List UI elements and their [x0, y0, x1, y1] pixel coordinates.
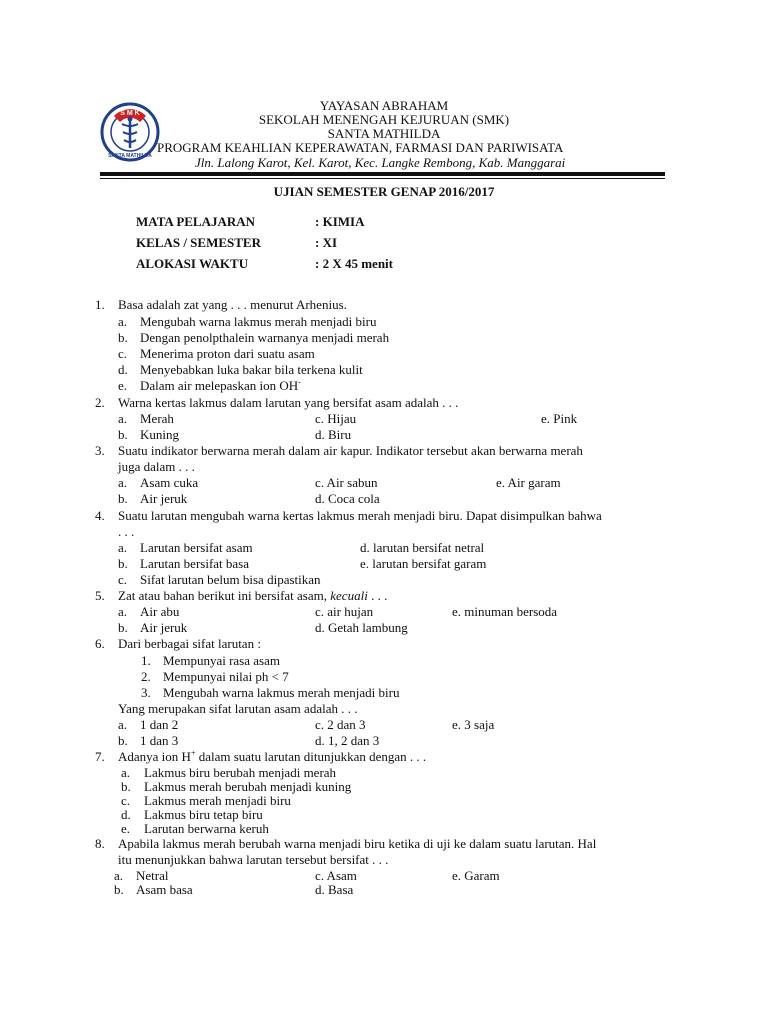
program-name: PROGRAM KEAHLIAN KEPERAWATAN, FARMASI DAN PARIWISATA	[157, 140, 564, 155]
question-number: 5.	[95, 588, 105, 603]
header-divider	[100, 172, 665, 176]
option-text: Asam cuka	[140, 475, 199, 490]
option-text: Merah	[140, 411, 174, 426]
option-text: 1 dan 2	[140, 717, 179, 732]
question-number: 2.	[95, 395, 105, 410]
option-text: e. minuman bersoda	[452, 604, 558, 619]
option-text: d. Getah lambung	[315, 620, 408, 635]
option-text: Menerima proton dari suatu asam	[140, 346, 315, 361]
option-text: e. Air garam	[496, 475, 561, 490]
superscript: -	[298, 377, 301, 387]
info-value: : XI	[315, 235, 338, 250]
option-text: Dalam air melepaskan ion OH-	[140, 377, 301, 393]
option-letter: b.	[118, 427, 128, 442]
svg-text:S M K: S M K	[120, 110, 140, 117]
option-text: d. 1, 2 dan 3	[315, 733, 380, 748]
question-text: Adanya ion H+ dalam suatu larutan ditunjukkan dengan . . .	[118, 748, 427, 764]
option-text: Asam basa	[136, 882, 193, 897]
sub-text: Mengubah warna lakmus merah menjadi biru	[163, 685, 400, 700]
option-letter: a.	[114, 868, 124, 883]
option-letter: b.	[118, 491, 128, 506]
question-text: juga dalam . . .	[118, 459, 195, 474]
sub-text: Mempunyai rasa asam	[163, 653, 280, 668]
option-text: c. Hijau	[315, 411, 357, 426]
option-letter: a.	[118, 717, 128, 732]
option-text: Air jeruk	[140, 491, 188, 506]
option-letter: c.	[121, 793, 131, 808]
question-text: Dari berbagai sifat larutan :	[118, 636, 261, 651]
question-number: 3.	[95, 443, 105, 458]
option-letter: b.	[114, 882, 124, 897]
option-text: e. Pink	[541, 411, 578, 426]
info-label: ALOKASI WAKTU	[136, 256, 249, 271]
option-text: Larutan berwarna keruh	[144, 821, 269, 836]
question-text: Basa adalah zat yang . . . menurut Arhenius.	[118, 297, 347, 312]
option-text: 1 dan 3	[140, 733, 179, 748]
option-text: d. larutan bersifat netral	[360, 540, 485, 555]
option-text: Larutan bersifat basa	[140, 556, 250, 571]
option-text: d. Biru	[315, 427, 352, 442]
question-number: 4.	[95, 508, 105, 523]
option-text: c. 2 dan 3	[315, 717, 366, 732]
option-letter: a.	[118, 411, 128, 426]
school-address: Jln. Lalong Karot, Kel. Karot, Kec. Langke Rembong, Kab. Manggarai	[195, 155, 566, 170]
info-value: : 2 X 45 menit	[315, 256, 393, 271]
option-letter: b.	[121, 779, 131, 794]
option-text: Lakmus merah berubah menjadi kuning	[144, 779, 352, 794]
option-letter: a.	[121, 765, 131, 780]
option-text: c. Asam	[315, 868, 357, 883]
option-letter: a.	[118, 604, 128, 619]
superscript: +	[190, 748, 196, 758]
question-text: . . .	[118, 524, 135, 539]
option-letter: b.	[118, 620, 128, 635]
option-text: Kuning	[140, 427, 179, 442]
question-number: 7.	[95, 749, 105, 764]
question-text: Suatu indikator berwarna merah dalam air kapur. Indikator tersebut akan berwarna merah	[118, 443, 583, 458]
option-text: Lakmus merah menjadi biru	[144, 793, 291, 808]
info-label: MATA PELAJARAN	[136, 214, 256, 229]
svg-text:SANTA MATHILDA: SANTA MATHILDA	[108, 153, 152, 159]
option-text: e. larutan bersifat garam	[360, 556, 487, 571]
option-text: Air abu	[140, 604, 180, 619]
sub-text: Mempunyai nilai ph < 7	[163, 669, 289, 684]
option-text: Larutan bersifat asam	[140, 540, 253, 555]
option-letter: b.	[118, 733, 128, 748]
school-name: SANTA MATHILDA	[327, 126, 441, 141]
option-letter: d.	[121, 807, 131, 822]
option-text: Lakmus biru berubah menjadi merah	[144, 765, 337, 780]
school-type: SEKOLAH MENENGAH KEJURUAN (SMK)	[258, 112, 510, 127]
option-letter: e.	[118, 378, 128, 393]
option-text: Air jeruk	[140, 620, 188, 635]
option-text: e. 3 saja	[452, 717, 495, 732]
header-divider-thin	[100, 178, 665, 179]
option-letter: c.	[118, 572, 128, 587]
question-text: Warna kertas lakmus dalam larutan yang bersifat asam adalah . . .	[118, 395, 459, 410]
question-text: Suatu larutan mengubah warna kertas lakmus merah menjadi biru. Dapat disimpulkan bahwa	[118, 508, 602, 523]
question-text: Zat atau bahan berikut ini bersifat asam, kecuali . . .	[118, 588, 388, 603]
option-text: Dengan penolpthalein warnanya menjadi merah	[140, 330, 390, 345]
option-text: e. Garam	[452, 868, 500, 883]
question-number: 6.	[95, 636, 105, 651]
info-label: KELAS / SEMESTER	[136, 235, 261, 250]
sub-number: 1.	[141, 653, 151, 668]
foundation-name: YAYASAN ABRAHAM	[319, 98, 449, 113]
sub-number: 2.	[141, 669, 151, 684]
option-letter: b.	[118, 330, 128, 345]
question-text: Apabila lakmus merah berubah warna menjadi biru ketika di uji ke dalam suatu larutan. Hal	[118, 836, 597, 851]
question-number: 1.	[95, 297, 105, 312]
option-text: c. Air sabun	[315, 475, 378, 490]
option-letter: c.	[118, 346, 128, 361]
option-text: Menyebabkan luka bakar bila terkena kulit	[140, 362, 363, 377]
info-value: : KIMIA	[315, 214, 365, 229]
option-text: Lakmus biru tetap biru	[144, 807, 263, 822]
option-text: d. Coca cola	[315, 491, 380, 506]
option-text: c. air hujan	[315, 604, 374, 619]
option-letter: a.	[118, 540, 128, 555]
emphasis: kecuali	[330, 588, 368, 603]
option-letter: a.	[118, 314, 128, 329]
option-text: d. Basa	[315, 882, 354, 897]
option-text: Netral	[136, 868, 169, 883]
question-number: 8.	[95, 836, 105, 851]
question-text: Yang merupakan sifat larutan asam adalah . . .	[118, 701, 358, 716]
exam-title: UJIAN SEMESTER GENAP 2016/2017	[273, 184, 495, 199]
question-text: itu menunjukkan bahwa larutan tersebut bersifat . . .	[118, 852, 389, 867]
option-text: Mengubah warna lakmus merah menjadi biru	[140, 314, 377, 329]
option-letter: d.	[118, 362, 128, 377]
option-text: Sifat larutan belum bisa dipastikan	[140, 572, 321, 587]
option-letter: e.	[121, 821, 131, 836]
sub-number: 3.	[141, 685, 151, 700]
option-letter: a.	[118, 475, 128, 490]
option-letter: b.	[118, 556, 128, 571]
